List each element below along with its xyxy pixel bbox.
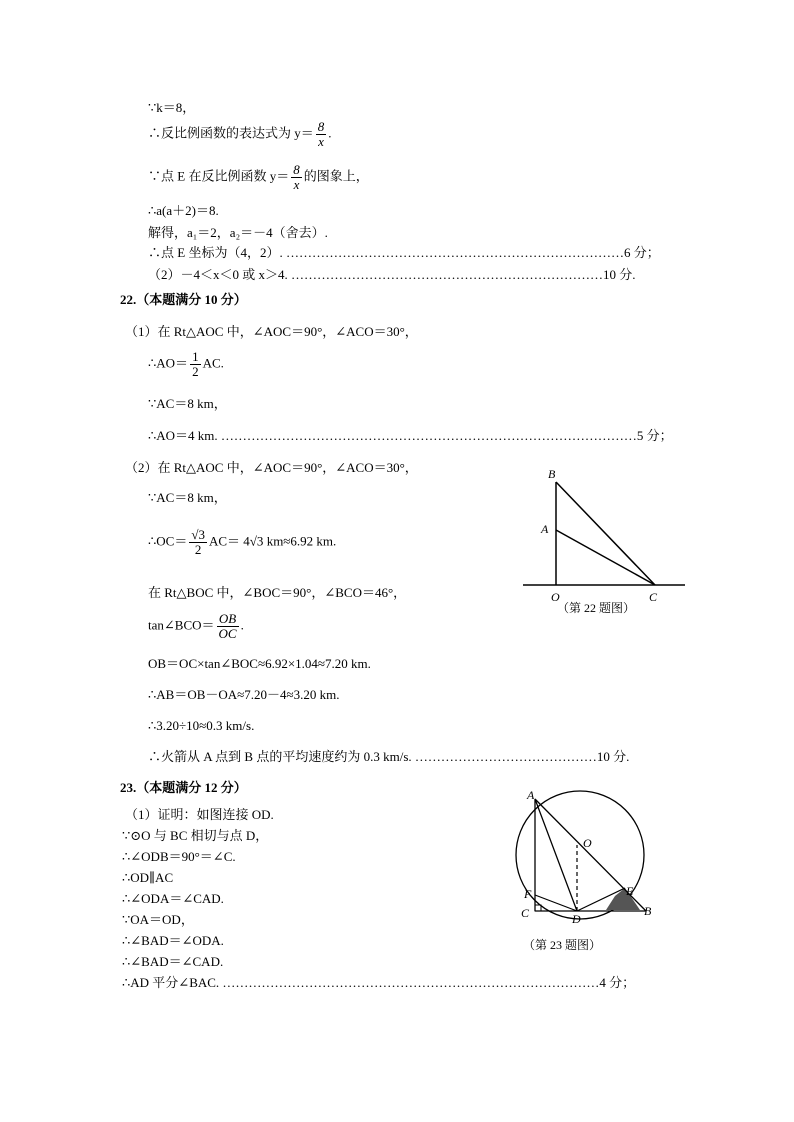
fig23-label-a: A [527,788,535,802]
fig23-label-f: F [524,887,532,901]
s21-line2-text: ∴反比例函数的表达式为 y＝ [148,125,314,141]
s22-part2-line6: OB＝OC×tan∠BOC≈6.92×1.04≈7.20 km. [148,656,371,671]
s22-q3-text: ∴OC＝ [148,533,188,549]
s22-part2-line8: ∴3.20÷10≈0.3 km/s. [148,718,255,733]
s21-line7: （2）－4＜x＜0 或 x＞4. ………………………………………………………………10 分. [148,267,636,282]
s22-q5-fraction [217,612,239,641]
figure-23 [510,785,670,925]
frac-num: √3 [191,527,205,542]
fig22-segment-bc [556,482,655,585]
fig23-label-e: E [626,884,634,898]
s22-part1-line2 [148,350,224,379]
s22-part2-line9: ∴火箭从 A 点到 B 点的平均速度约为 0.3 km/s. ……………………………………10 分. [148,749,630,764]
fig22-caption: （第 22 题图） [557,601,636,615]
s23-line8: ∴∠BAD＝∠CAD. [122,954,224,969]
s22-q3-mid: AC＝ 4√3 [208,533,264,549]
s23-line9: ∴AD 平分∠BAC. ……………………………………………………………………………4 分； [122,975,636,990]
figure-22 [515,460,695,620]
s21-line4: ∴a(a＋2)＝8. [148,203,219,218]
fig23-right-angle-mark [535,905,541,911]
s22-p2-fraction [190,350,201,379]
fig23-label-o: O [583,836,592,850]
frac-den: x [291,177,302,192]
s23-line1: （1）证明：如图连接 OD. [125,807,274,822]
s23-line5: ∴∠ODA＝∠CAD. [122,891,224,906]
fig23-label-c: C [521,906,530,920]
frac-den: x [316,134,327,149]
fig22-label-a: A [541,522,549,536]
fig22-label-o: O [551,590,560,604]
fig23-caption: （第 23 题图） [523,938,602,952]
fig22-segment-ac [556,530,655,585]
s23-line4: ∴OD∥AC [122,870,174,885]
s21-line6: ∴点 E 坐标为（4，2）. ……………………………………………………………………6 分； [148,245,660,260]
frac-den: 2 [192,364,199,379]
s21-line2-end: . [328,125,332,141]
s22-q5-text: tan∠BCO＝ [148,617,215,633]
s23-line7: ∴∠BAD＝∠ODA. [122,933,224,948]
frac-den: OC [218,626,237,641]
s22-part1-line4: ∴AO＝4 km. ……………………………………………………………………………………5 分； [148,428,673,443]
s23-line6: ∵OA＝OD， [122,912,194,927]
fig23-label-d: D [572,912,581,925]
s22-part1-line1: （1）在 Rt△AOC 中，∠AOC＝90°，∠ACO＝30°， [125,324,418,339]
fig22-label-b: B [548,467,556,481]
s22-part2-line4: 在 Rt△BOC 中，∠BOC＝90°，∠BCO＝46°， [148,585,407,600]
frac-num: 1 [192,349,199,364]
s22-q3-fraction [189,528,207,557]
fig23-segment-ad [535,799,577,911]
s23-heading: 23.（本题满分 12 分） [120,780,247,795]
s21-line5: 解得，a₁＝2，a₂＝－4（舍去）. [148,225,328,240]
s22-p2-text: ∴AO＝ [148,355,189,371]
s21-line3-text: ∵点 E 在反比例函数 y＝ [148,168,290,184]
s22-heading: 22.（本题满分 10 分） [120,292,247,307]
s21-line1: ∵k＝8， [148,100,196,115]
s22-part2-line3 [148,528,336,557]
s22-part2-line2: ∵AC＝8 km， [148,490,227,505]
s22-p2-end: AC. [202,355,224,371]
fig23-label-b: B [644,904,652,918]
fig22-label-c: C [649,590,658,604]
s21-line3-end: 的图象上， [303,168,369,184]
s21-line2 [148,120,332,149]
s22-part2-line5 [148,612,244,641]
s23-line2: ∵⊙O 与 BC 相切与点 D， [122,828,269,843]
frac-den: 2 [189,542,207,557]
s22-part2-line1: （2）在 Rt△AOC 中，∠AOC＝90°，∠ACO＝30°， [125,460,418,475]
frac-num: 8 [317,119,325,134]
s21-line3-fraction [291,163,302,192]
s21-line3 [148,163,369,192]
s22-part1-line3: ∵AC＝8 km， [148,396,227,411]
frac-num: 8 [293,162,300,177]
s22-q3-end: km≈6.92 km. [263,533,337,549]
s23-line3: ∴∠ODB＝90°＝∠C. [122,849,236,864]
s21-line2-fraction [316,120,327,149]
frac-num: OB [218,611,237,626]
s22-part2-line7: ∴AB＝OB－OA≈7.20－4≈3.20 km. [148,687,340,702]
s22-q5-end: . [240,617,244,633]
